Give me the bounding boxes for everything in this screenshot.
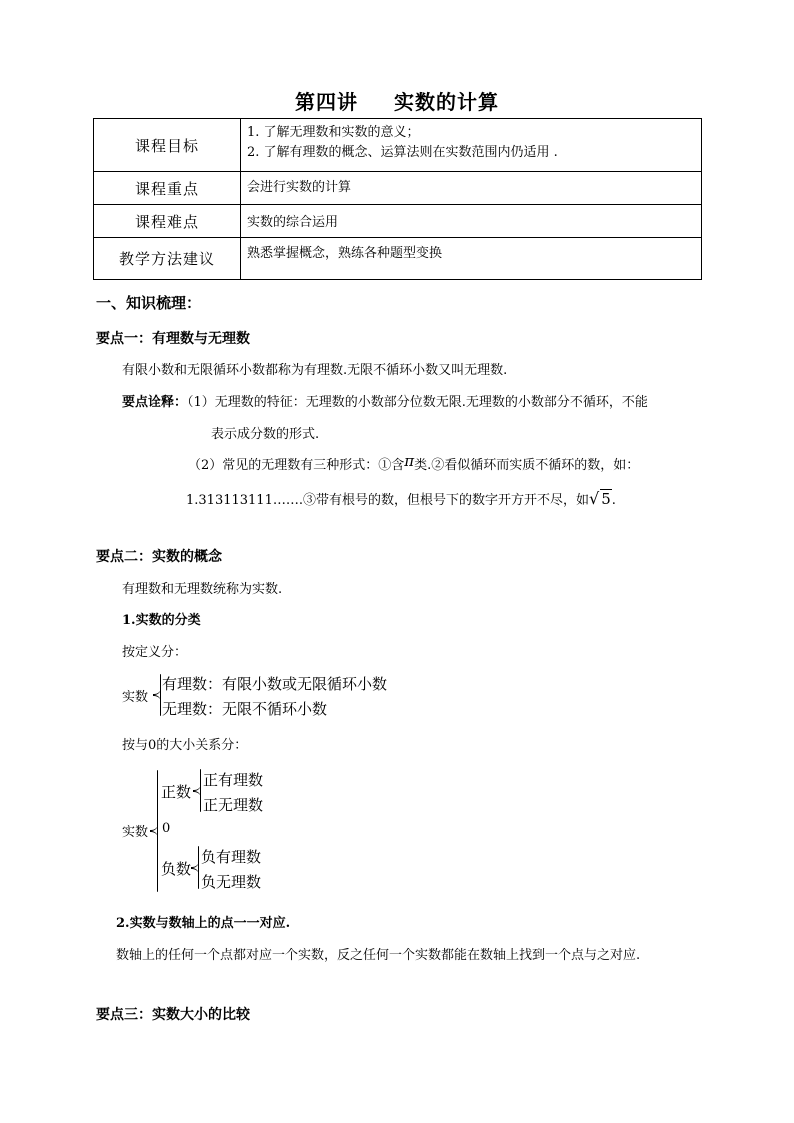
note-label: 要点诠释： <box>122 395 188 410</box>
irrational-definition: 无理数：无限不循环小数 <box>162 700 328 718</box>
negative-irrational: 负无理数 <box>201 873 262 891</box>
note-line-3 <box>186 489 616 508</box>
negative-rational: 负有理数 <box>201 848 262 866</box>
table-value <box>241 119 702 172</box>
point2-paragraph: 有理数和无理数统称为实数. <box>122 582 283 597</box>
note-line-1 <box>122 391 648 410</box>
table-row <box>94 172 702 205</box>
subheading-classification: 1.实数的分类 <box>122 613 201 628</box>
brace-icon <box>200 769 201 812</box>
table-label: 课程难点 <box>94 205 241 238</box>
by-definition-label: 按定义分： <box>122 645 188 660</box>
note-text: （2）常见的无理数有三种形式：①含 <box>188 458 405 473</box>
table-row <box>94 238 702 280</box>
note-text: . <box>611 493 616 508</box>
sqrt-icon: √ <box>588 489 600 508</box>
sqrt-radicand: 5 <box>601 490 611 508</box>
table-label: 课程重点 <box>94 172 241 205</box>
table-label: 教学方法建议 <box>94 238 241 280</box>
table-row <box>94 119 702 172</box>
note-text: （1）无理数的特征：无理数的小数部分位数无限.无理数的小数部分不循环，不能 <box>187 395 648 410</box>
note-text: 1.313113111…….③带有根号的数，但根号下的数字开方开不尽，如 <box>186 493 589 508</box>
table-row <box>94 205 702 238</box>
rational-definition: 有理数：有限小数或无限循环小数 <box>162 675 388 693</box>
lecture-number: 第四讲 <box>295 90 358 114</box>
lecture-topic: 实数的计算 <box>394 90 499 114</box>
positive-irrational: 正无理数 <box>203 796 264 814</box>
note-text: 类.②看似循环而实质不循环的数，如： <box>414 458 640 473</box>
zero-label: 0 <box>162 821 171 836</box>
point1-paragraph: 有限小数和无限循环小数都称为有理数.无限不循环小数又叫无理数. <box>122 363 508 378</box>
table-value: 实数的综合运用 <box>241 205 702 238</box>
positive-rational: 正有理数 <box>203 771 264 789</box>
table-label: 课程目标 <box>94 119 241 172</box>
goal-line: 1. 了解无理数和实数的意义； <box>247 125 420 140</box>
course-info-table <box>93 118 702 280</box>
note-line-1b: 表示成分数的形式. <box>211 427 320 442</box>
table-value: 会进行实数的计算 <box>241 172 702 205</box>
brace-icon <box>198 846 199 889</box>
pi-symbol: π <box>404 452 415 470</box>
by-zero-label: 按与0的大小关系分： <box>122 738 248 753</box>
section-heading: 一、知识梳理： <box>96 294 202 312</box>
real-label: 实数 <box>122 690 149 705</box>
table-value: 熟悉掌握概念，熟练各种题型变换 <box>241 238 702 280</box>
brace-icon <box>160 674 161 716</box>
brace-icon <box>157 770 158 892</box>
real-label-2: 实数 <box>122 825 149 840</box>
goal-line: 2. 了解有理数的概念、运算法则在实数范围内仍适用 . <box>247 145 558 160</box>
point3-heading: 要点三：实数大小的比较 <box>96 1007 250 1023</box>
negative-label: 负数 <box>161 860 192 878</box>
point1-heading: 要点一：有理数与无理数 <box>96 331 250 347</box>
point2-heading: 要点二：实数的概念 <box>96 549 222 565</box>
number-line-paragraph: 数轴上的任何一个点都对应一个实数，反之任何一个实数都能在数轴上找到一个点与之对应. <box>116 948 641 963</box>
positive-label: 正数 <box>161 783 192 801</box>
note-line-2 <box>188 454 639 473</box>
page-title <box>0 86 794 115</box>
subheading-number-line: 2.实数与数轴上的点一一对应. <box>116 916 291 931</box>
